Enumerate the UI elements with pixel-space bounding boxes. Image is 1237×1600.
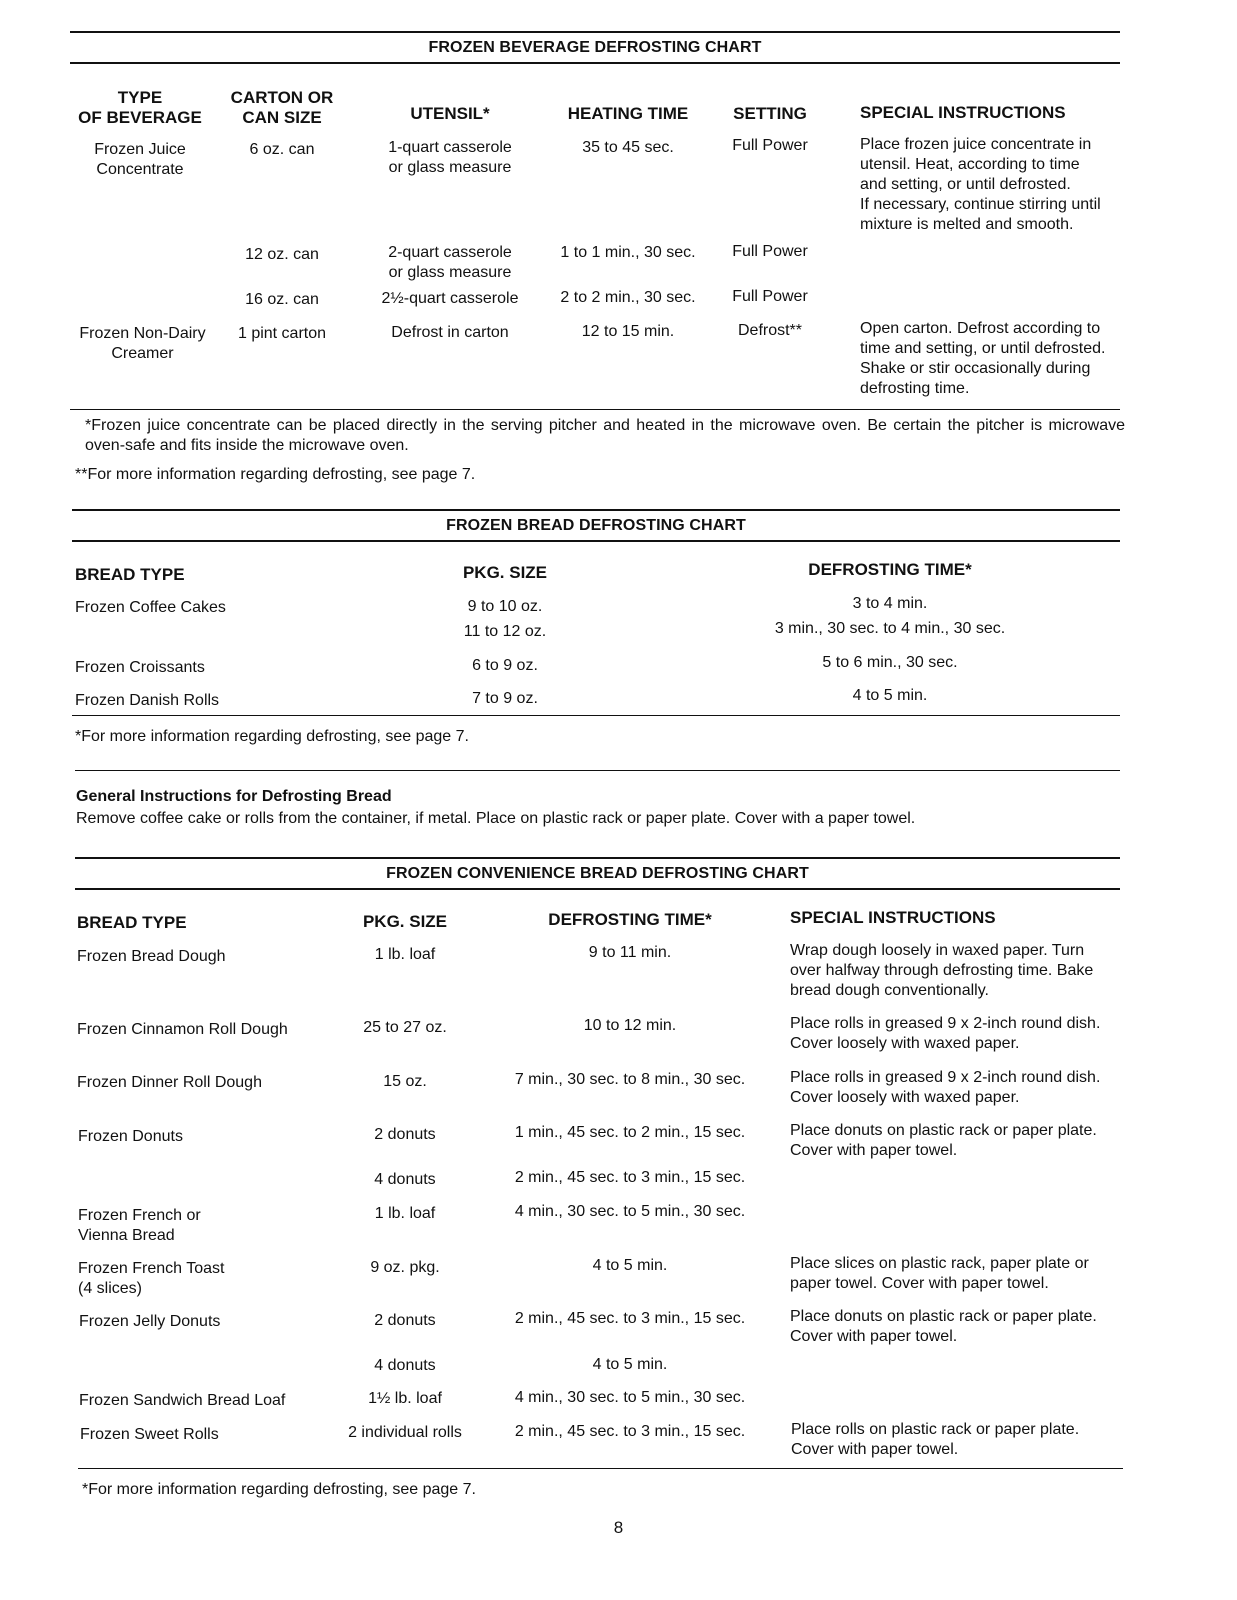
convenience-top-rule xyxy=(75,857,1120,859)
bread-top-rule xyxy=(72,509,1120,511)
general-top-rule xyxy=(75,770,1120,771)
beverage-row-type: Frozen Non-Dairy Creamer xyxy=(79,325,206,362)
beverage-top-rule xyxy=(70,31,1120,33)
convenience-row-type: Frozen Dinner Roll Dough xyxy=(77,1074,262,1091)
beverage-row-size: 1 pint carton xyxy=(237,325,327,342)
convenience-header-size: PKG. SIZE xyxy=(362,912,448,931)
bread-row-type: Frozen Coffee Cakes xyxy=(75,599,226,616)
convenience-row-size: 4 donuts xyxy=(374,1357,436,1374)
convenience-row-time: 2 min., 45 sec. to 3 min., 15 sec. xyxy=(514,1423,746,1440)
convenience-row-size: 2 donuts xyxy=(374,1126,436,1143)
convenience-row-type: Frozen Sandwich Bread Loaf xyxy=(79,1392,286,1409)
bread-row-size: 9 to 10 oz. xyxy=(467,598,543,615)
page-number: 8 xyxy=(613,1518,624,1537)
beverage-row-setting: Full Power xyxy=(732,243,808,260)
beverage-footnote-defrost: **For more information regarding defrosting, see page 7. xyxy=(75,466,476,483)
convenience-chart-title: FROZEN CONVENIENCE BREAD DEFROSTING CHART xyxy=(386,865,809,882)
convenience-row-size: 9 oz. pkg. xyxy=(370,1259,440,1276)
beverage-row-time: 35 to 45 sec. xyxy=(582,139,674,156)
bread-row-size: 11 to 12 oz. xyxy=(463,623,547,640)
beverage-header-time: HEATING TIME xyxy=(567,104,689,123)
convenience-footnote: *For more information regarding defrosting, see page 7. xyxy=(82,1481,476,1498)
convenience-row-instructions: Wrap dough loosely in waxed paper. Turn over halfway through defrosting time. Bake bread dough conventionally. xyxy=(790,942,1094,999)
beverage-header-utensil: UTENSIL* xyxy=(410,104,490,123)
convenience-bottom-rule xyxy=(78,1468,1123,1469)
bread-row-type: Frozen Danish Rolls xyxy=(75,692,220,709)
convenience-row-type: Frozen Sweet Rolls xyxy=(80,1426,219,1443)
bread-bottom-rule xyxy=(72,715,1120,716)
convenience-row-size: 25 to 27 oz. xyxy=(363,1019,447,1036)
bread-row-time: 4 to 5 min. xyxy=(852,687,928,704)
bread-row-time: 3 to 4 min. xyxy=(852,595,928,612)
beverage-row-setting: Full Power xyxy=(732,288,808,305)
convenience-title-rule xyxy=(75,888,1120,890)
convenience-row-size: 1½ lb. loaf xyxy=(368,1390,442,1407)
beverage-header-size: CARTON OR CAN SIZE xyxy=(230,88,334,127)
convenience-row-size: 1 lb. loaf xyxy=(374,1205,436,1222)
beverage-row-size: 12 oz. can xyxy=(245,246,319,263)
convenience-row-time: 4 min., 30 sec. to 5 min., 30 sec. xyxy=(514,1389,746,1406)
beverage-row-time: 2 to 2 min., 30 sec. xyxy=(560,289,696,306)
convenience-row-time: 10 to 12 min. xyxy=(583,1017,677,1034)
convenience-row-size: 1 lb. loaf xyxy=(374,946,436,963)
beverage-header-setting: SETTING xyxy=(733,104,807,123)
convenience-row-type: Frozen Cinnamon Roll Dough xyxy=(77,1021,288,1038)
convenience-row-size: 15 oz. xyxy=(383,1073,427,1090)
bread-row-size: 7 to 9 oz. xyxy=(472,690,538,707)
convenience-row-instructions: Place donuts on plastic rack or paper plate. Cover with paper towel. xyxy=(790,1122,1097,1159)
beverage-row-utensil: 2½-quart casserole xyxy=(381,290,519,307)
convenience-row-time: 7 min., 30 sec. to 8 min., 30 sec. xyxy=(514,1071,746,1088)
beverage-header-instructions: SPECIAL INSTRUCTIONS xyxy=(860,103,1066,122)
beverage-footnote: *Frozen juice concentrate can be placed directly in the serving pitcher and heated in the microwave oven. Be certain the pitcher is microwave oven-safe and fits inside the microwave oven. xyxy=(85,417,1125,454)
convenience-row-size: 2 donuts xyxy=(374,1312,436,1329)
beverage-row-time: 12 to 15 min. xyxy=(581,323,675,340)
convenience-header-type: BREAD TYPE xyxy=(77,913,187,932)
beverage-row-setting: Full Power xyxy=(732,137,808,154)
convenience-row-type: Frozen French or Vienna Bread xyxy=(78,1207,201,1244)
convenience-header-time: DEFROSTING TIME* xyxy=(548,910,712,929)
convenience-row-time: 2 min., 45 sec. to 3 min., 15 sec. xyxy=(514,1169,746,1186)
bread-header-type: BREAD TYPE xyxy=(75,565,185,584)
beverage-title-rule xyxy=(70,62,1120,64)
beverage-row-type: Frozen Juice Concentrate xyxy=(94,141,186,178)
bread-title-rule xyxy=(72,540,1120,542)
convenience-row-time: 1 min., 45 sec. to 2 min., 15 sec. xyxy=(514,1124,746,1141)
bread-chart-title: FROZEN BREAD DEFROSTING CHART xyxy=(446,517,746,534)
bread-header-time: DEFROSTING TIME* xyxy=(808,560,972,579)
convenience-row-type: Frozen French Toast (4 slices) xyxy=(78,1260,225,1297)
convenience-row-time: 4 to 5 min. xyxy=(592,1257,668,1274)
general-text: Remove coffee cake or rolls from the container, if metal. Place on plastic rack or paper plate. Cover with a paper towel. xyxy=(76,810,916,827)
bread-header-size: PKG. SIZE xyxy=(462,563,548,582)
beverage-row-setting: Defrost** xyxy=(737,322,803,339)
convenience-row-time: 4 min., 30 sec. to 5 min., 30 sec. xyxy=(514,1203,746,1220)
convenience-row-instructions: Place rolls in greased 9 x 2-inch round dish. Cover loosely with waxed paper. xyxy=(790,1015,1101,1052)
beverage-row-time: 1 to 1 min., 30 sec. xyxy=(560,244,696,261)
convenience-row-instructions: Place slices on plastic rack, paper plate or paper towel. Cover with paper towel. xyxy=(790,1255,1089,1292)
bread-row-type: Frozen Croissants xyxy=(75,659,205,676)
beverage-row-size: 6 oz. can xyxy=(249,141,315,158)
convenience-row-time: 4 to 5 min. xyxy=(592,1356,668,1373)
convenience-row-size: 2 individual rolls xyxy=(348,1424,462,1441)
convenience-row-instructions: Place rolls on plastic rack or paper plate. Cover with paper towel. xyxy=(791,1421,1080,1458)
bread-row-size: 6 to 9 oz. xyxy=(472,657,538,674)
convenience-row-time: 9 to 11 min. xyxy=(588,944,672,961)
beverage-bottom-rule xyxy=(70,409,1120,410)
beverage-row-utensil: Defrost in carton xyxy=(391,324,509,341)
convenience-row-type: Frozen Donuts xyxy=(78,1128,183,1145)
convenience-row-size: 4 donuts xyxy=(374,1171,436,1188)
convenience-header-instructions: SPECIAL INSTRUCTIONS xyxy=(790,908,996,927)
beverage-row-size: 16 oz. can xyxy=(245,291,319,308)
beverage-chart-title: FROZEN BEVERAGE DEFROSTING CHART xyxy=(428,39,762,56)
bread-footnote: *For more information regarding defrosting, see page 7. xyxy=(75,728,469,745)
bread-row-time: 3 min., 30 sec. to 4 min., 30 sec. xyxy=(774,620,1006,637)
convenience-row-instructions: Place rolls in greased 9 x 2-inch round dish. Cover loosely with waxed paper. xyxy=(790,1069,1101,1106)
bread-row-time: 5 to 6 min., 30 sec. xyxy=(822,654,958,671)
beverage-header-type: TYPE OF BEVERAGE xyxy=(78,88,202,127)
convenience-row-instructions: Place donuts on plastic rack or paper plate. Cover with paper towel. xyxy=(790,1308,1097,1345)
beverage-row-instructions: Place frozen juice concentrate in utensil. Heat, according to time and setting, or until defrosted. If necessary, continue stirring until mixture is melted and smooth. xyxy=(860,136,1101,233)
convenience-row-time: 2 min., 45 sec. to 3 min., 15 sec. xyxy=(514,1310,746,1327)
beverage-row-utensil: 1-quart casserole or glass measure xyxy=(388,139,512,176)
convenience-row-type: Frozen Bread Dough xyxy=(77,948,226,965)
beverage-row-utensil: 2-quart casserole or glass measure xyxy=(388,244,512,281)
convenience-row-type: Frozen Jelly Donuts xyxy=(79,1313,221,1330)
beverage-row-instructions: Open carton. Defrost according to time and setting, or until defrosted. Shake or stir occasionally during defrosting time. xyxy=(860,320,1106,397)
general-heading: General Instructions for Defrosting Bread xyxy=(76,788,392,805)
